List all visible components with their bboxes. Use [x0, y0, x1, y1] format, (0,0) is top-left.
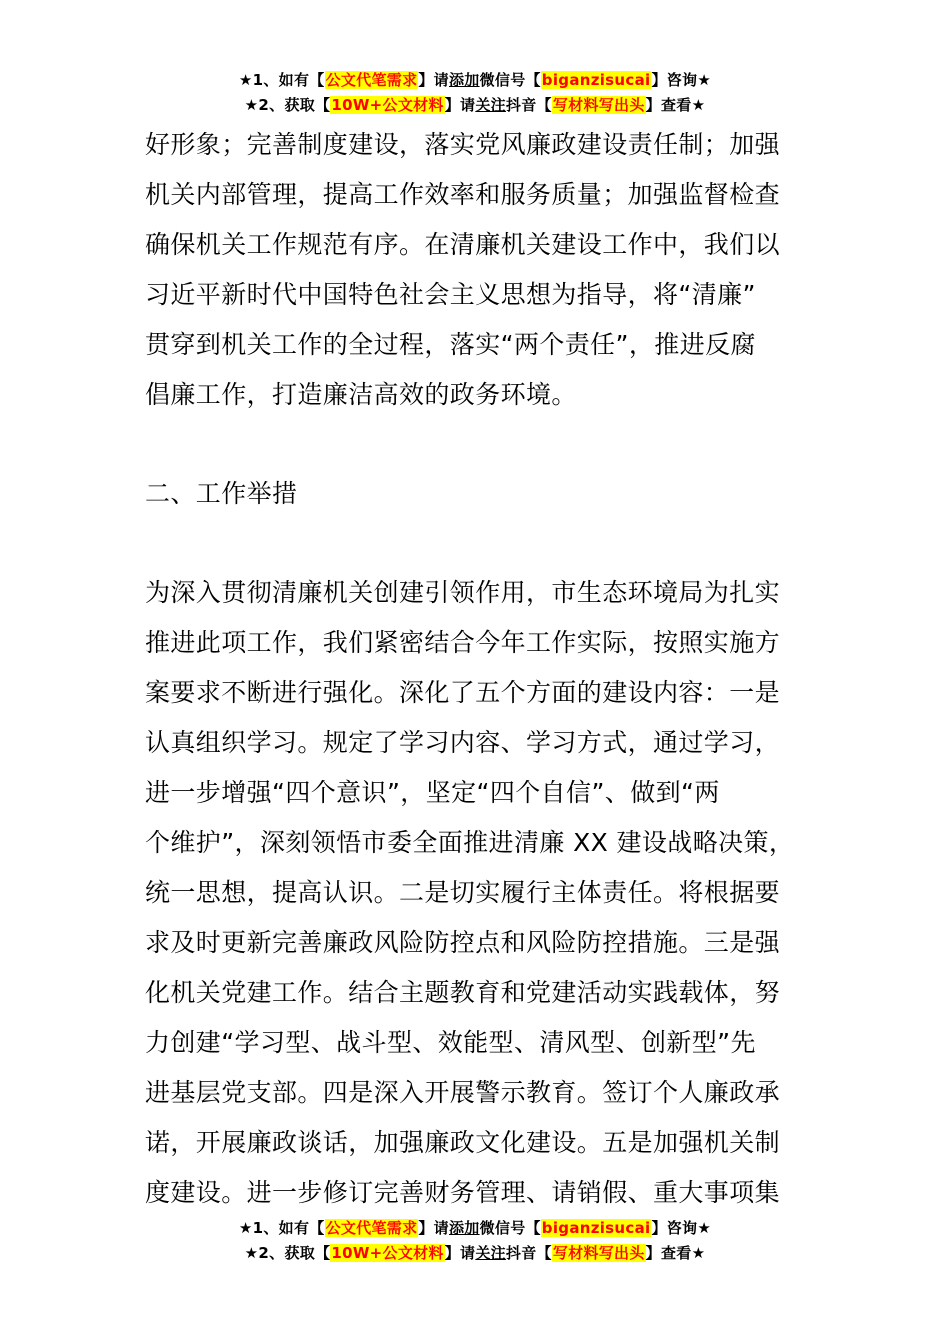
highlight-service: 公文代笔需求 [325, 1219, 418, 1237]
banner-text: 】查看★ [645, 96, 706, 114]
paragraph-1 [145, 120, 807, 420]
banner-text: 微信号【 [479, 1219, 541, 1237]
section-heading: 二、工作举措 [145, 479, 298, 508]
paragraph-line: 求及时更新完善廉政风险防控点和风险防控措施。三是强 [145, 928, 781, 957]
highlight-douyin-account: 写材料写出头 [552, 96, 645, 114]
banner-text: 】请 [418, 1219, 449, 1237]
highlight-service: 公文代笔需求 [325, 71, 418, 89]
banner-line-2 [0, 93, 950, 118]
paragraph-line: 好形象；完善制度建设，落实党风廉政建设责任制；加强 [145, 130, 781, 159]
banner-line-2 [0, 1241, 950, 1266]
paragraph-line: 机关内部管理，提高工作效率和服务质量；加强监督检查 [145, 180, 781, 209]
banner-underlined-text: 添加 [448, 71, 480, 89]
paragraph-line: 度建设。进一步修订完善财务管理、请销假、重大事项集 [145, 1178, 781, 1207]
banner-line-1 [0, 68, 950, 93]
banner-text: 】请 [444, 1244, 476, 1262]
banner-underlined-text: 关注 [475, 96, 506, 114]
paragraph-line: 进基层党支部。四是深入开展警示教育。签订个人廉政承 [145, 1078, 781, 1107]
paragraph-2 [145, 568, 807, 1218]
paragraph-line: 为深入贯彻清廉机关创建引领作用，市生态环境局为扎实 [145, 578, 781, 607]
banner-text: 】请 [444, 96, 476, 114]
highlight-materials: 10W+公文材料 [331, 1244, 444, 1262]
banner-text: ★1、如有【 [238, 71, 325, 89]
banner-text: ★1、如有【 [238, 1219, 325, 1237]
banner-underlined-text: 关注 [475, 1244, 506, 1262]
highlight-wechat-id: biganzisucai [541, 1219, 651, 1237]
banner-text: 】请 [418, 71, 449, 89]
paragraph-line: 倡廉工作，打造廉洁高效的政务环境。 [145, 380, 577, 409]
paragraph-line: 推进此项工作，我们紧密结合今年工作实际，按照实施方 [145, 628, 781, 657]
paragraph-line: 进一步增强“四个意识”，坚定“四个自信”、做到“两 [145, 778, 720, 807]
footer-banner [0, 1216, 950, 1266]
highlight-douyin-account: 写材料写出头 [552, 1244, 645, 1262]
banner-text: 抖音【 [505, 96, 552, 114]
banner-text: ★2、获取【 [244, 96, 331, 114]
paragraph-line: 统一思想，提高认识。二是切实履行主体责任。将根据要 [145, 878, 781, 907]
paragraph-line: 认真组织学习。规定了学习内容、学习方式，通过学习， [145, 728, 781, 757]
banner-line-1 [0, 1216, 950, 1241]
banner-text: 】查看★ [645, 1244, 706, 1262]
banner-underlined-text: 添加 [448, 1219, 480, 1237]
paragraph-line: 确保机关工作规范有序。在清廉机关建设工作中，我们以 [145, 230, 781, 259]
banner-text: 】咨询★ [651, 1219, 712, 1237]
banner-text: 微信号【 [479, 71, 541, 89]
paragraph-line: 习近平新时代中国特色社会主义思想为指导，将“清廉” [145, 280, 756, 309]
highlight-materials: 10W+公文材料 [331, 96, 444, 114]
highlight-wechat-id: biganzisucai [541, 71, 651, 89]
paragraph-line: 贯穿到机关工作的全过程，落实“两个责任”，推进反腐 [145, 330, 756, 359]
banner-text: 抖音【 [505, 1244, 552, 1262]
paragraph-line: 诺，开展廉政谈话，加强廉政文化建设。五是加强机关制 [145, 1128, 781, 1157]
paragraph-line: 化机关党建工作。结合主题教育和党建活动实践载体，努 [145, 978, 781, 1007]
paragraph-line: 力创建“学习型、战斗型、效能型、清风型、创新型”先 [145, 1028, 756, 1057]
banner-text: 】咨询★ [651, 71, 712, 89]
paragraph-line: 案要求不断进行强化。深化了五个方面的建设内容：一是 [145, 678, 781, 707]
header-banner [0, 68, 950, 118]
paragraph-line: 个维护”，深刻领悟市委全面推进清廉 XX 建设战略决策， [145, 828, 795, 857]
banner-text: ★2、获取【 [244, 1244, 331, 1262]
